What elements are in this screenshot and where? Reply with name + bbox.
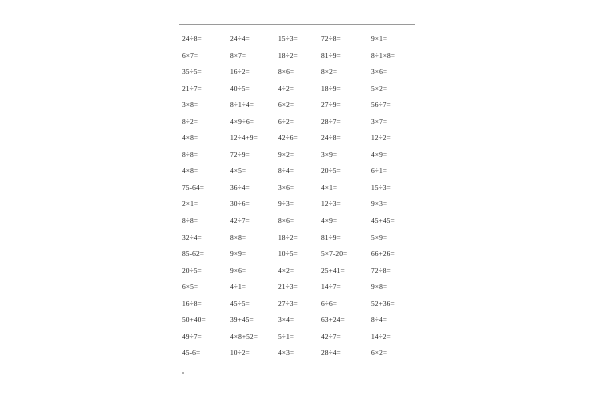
math-problem: 6×5= [182,282,199,292]
math-problem: 12÷4+9= [230,133,258,143]
math-problem: 24÷8= [182,34,202,43]
math-problem: 5÷1= [278,331,295,341]
math-problem: 8×2= [321,67,338,77]
math-problem: 3×9= [321,149,338,159]
math-problem: 4×9= [371,149,388,159]
math-problem: 63+24= [321,315,345,325]
math-problem: 21÷7= [182,83,202,93]
math-problem: 4×9÷6= [230,116,255,126]
math-problem: 4×1= [321,182,338,192]
math-problem: 30÷6= [230,199,250,209]
math-problem: 27÷3= [278,298,298,308]
math-problem: 42÷6= [278,133,298,143]
math-problem: 50+40= [182,315,206,325]
math-problem: 14÷7= [321,282,341,292]
math-problem: 21÷3= [278,282,298,292]
math-problem: 9×2= [278,149,295,159]
math-problem: 12÷2= [371,133,391,143]
math-problem: 4×9= [321,216,338,226]
math-problem: 9×1= [371,34,388,43]
math-problem: 20÷5= [182,265,202,275]
math-problem: 32÷4= [182,232,202,242]
math-problem: 10÷5= [278,249,298,259]
math-problem: 9÷3= [278,199,295,209]
math-problem: 3×7= [371,116,388,126]
math-problem: 8÷8= [182,149,199,159]
math-problem: 15÷3= [371,182,391,192]
math-problem: 72÷9= [230,149,250,159]
math-problem: 6×7= [182,50,199,60]
math-problem: 45-6= [182,348,201,358]
math-problem: 5×2= [371,83,388,93]
math-problem: 39+45= [230,315,254,325]
math-problem: 4×8+52= [230,331,258,341]
math-problem: 81÷9= [321,232,341,242]
math-problem: 40÷5= [230,83,250,93]
math-problem: 81÷9= [321,50,341,60]
math-problem: 9×8= [371,282,388,292]
math-problem: 9×9= [230,249,247,259]
math-problem: 6÷2= [278,116,295,126]
math-problem: 8÷8= [182,216,199,226]
math-problem: 72÷8= [321,34,341,43]
math-problem: 45÷5= [230,298,250,308]
page-mark [182,372,184,374]
math-problem: 4÷1= [230,282,247,292]
math-problem: 18÷2= [278,50,298,60]
math-problem: 72÷8= [371,265,391,275]
math-problem: 3×8= [182,100,199,110]
math-problem: 8×7= [230,50,247,60]
math-problem: 18÷9= [321,83,341,93]
math-problem: 6÷6= [321,298,338,308]
math-problem: 56÷7= [371,100,391,110]
math-problem: 42÷7= [321,331,341,341]
math-problem: 3×4= [278,315,295,325]
math-problem: 8÷2= [182,116,199,126]
math-problem: 8÷4= [371,315,388,325]
math-problem: 3×6= [371,67,388,77]
math-problem: 27÷9= [321,100,341,110]
math-problem: 8÷4= [278,166,295,176]
math-problem: 28÷7= [321,116,341,126]
math-problem: 28÷4= [321,348,341,358]
math-problem: 6×2= [371,348,388,358]
math-problem: 9×6= [230,265,247,275]
math-problem: 6÷1= [371,166,388,176]
math-problem: 24÷8= [321,133,341,143]
math-problem: 5×9= [371,232,388,242]
math-problem: 4×2= [278,265,295,275]
math-problem: 4×5= [230,166,247,176]
math-problem: 14÷2= [371,331,391,341]
math-problem: 36÷4= [230,182,250,192]
math-problem: 4×8= [182,133,199,143]
problem-grid [182,31,421,362]
math-problem: 5×7-20= [321,249,348,259]
math-problem: 8÷1×8= [371,50,396,60]
math-problem: 8×8= [230,232,247,242]
math-problem: 42÷7= [230,216,250,226]
math-problem: 52+36= [371,298,395,308]
math-problem: 66+26= [371,249,395,259]
math-problem: 10÷2= [230,348,250,358]
math-problem: 20÷5= [321,166,341,176]
math-problem: 85-62= [182,249,205,259]
math-problem: 2×1= [182,199,199,209]
math-problem: 4×8= [182,166,199,176]
math-problem: 8×6= [278,216,295,226]
math-problem: 15÷3= [278,34,298,43]
math-problem: 9×3= [371,199,388,209]
math-problem: 75-64= [182,182,205,192]
math-problem: 4×3= [278,348,295,358]
math-problem: 49÷7= [182,331,202,341]
math-problem: 6×2= [278,100,295,110]
top-rule [179,24,415,25]
math-problem: 35÷5= [182,67,202,77]
math-problem: 16÷2= [230,67,250,77]
math-problem: 18÷2= [278,232,298,242]
math-problem: 24÷4= [230,34,250,43]
math-problem: 8×6= [278,67,295,77]
math-problem: 12÷3= [321,199,341,209]
math-problem: 16÷8= [182,298,202,308]
math-problem: 3×6= [278,182,295,192]
math-problem: 25+41= [321,265,345,275]
math-problem: 45+45= [371,216,395,226]
math-problem: 8÷1÷4= [230,100,254,110]
math-problem: 4÷2= [278,83,295,93]
